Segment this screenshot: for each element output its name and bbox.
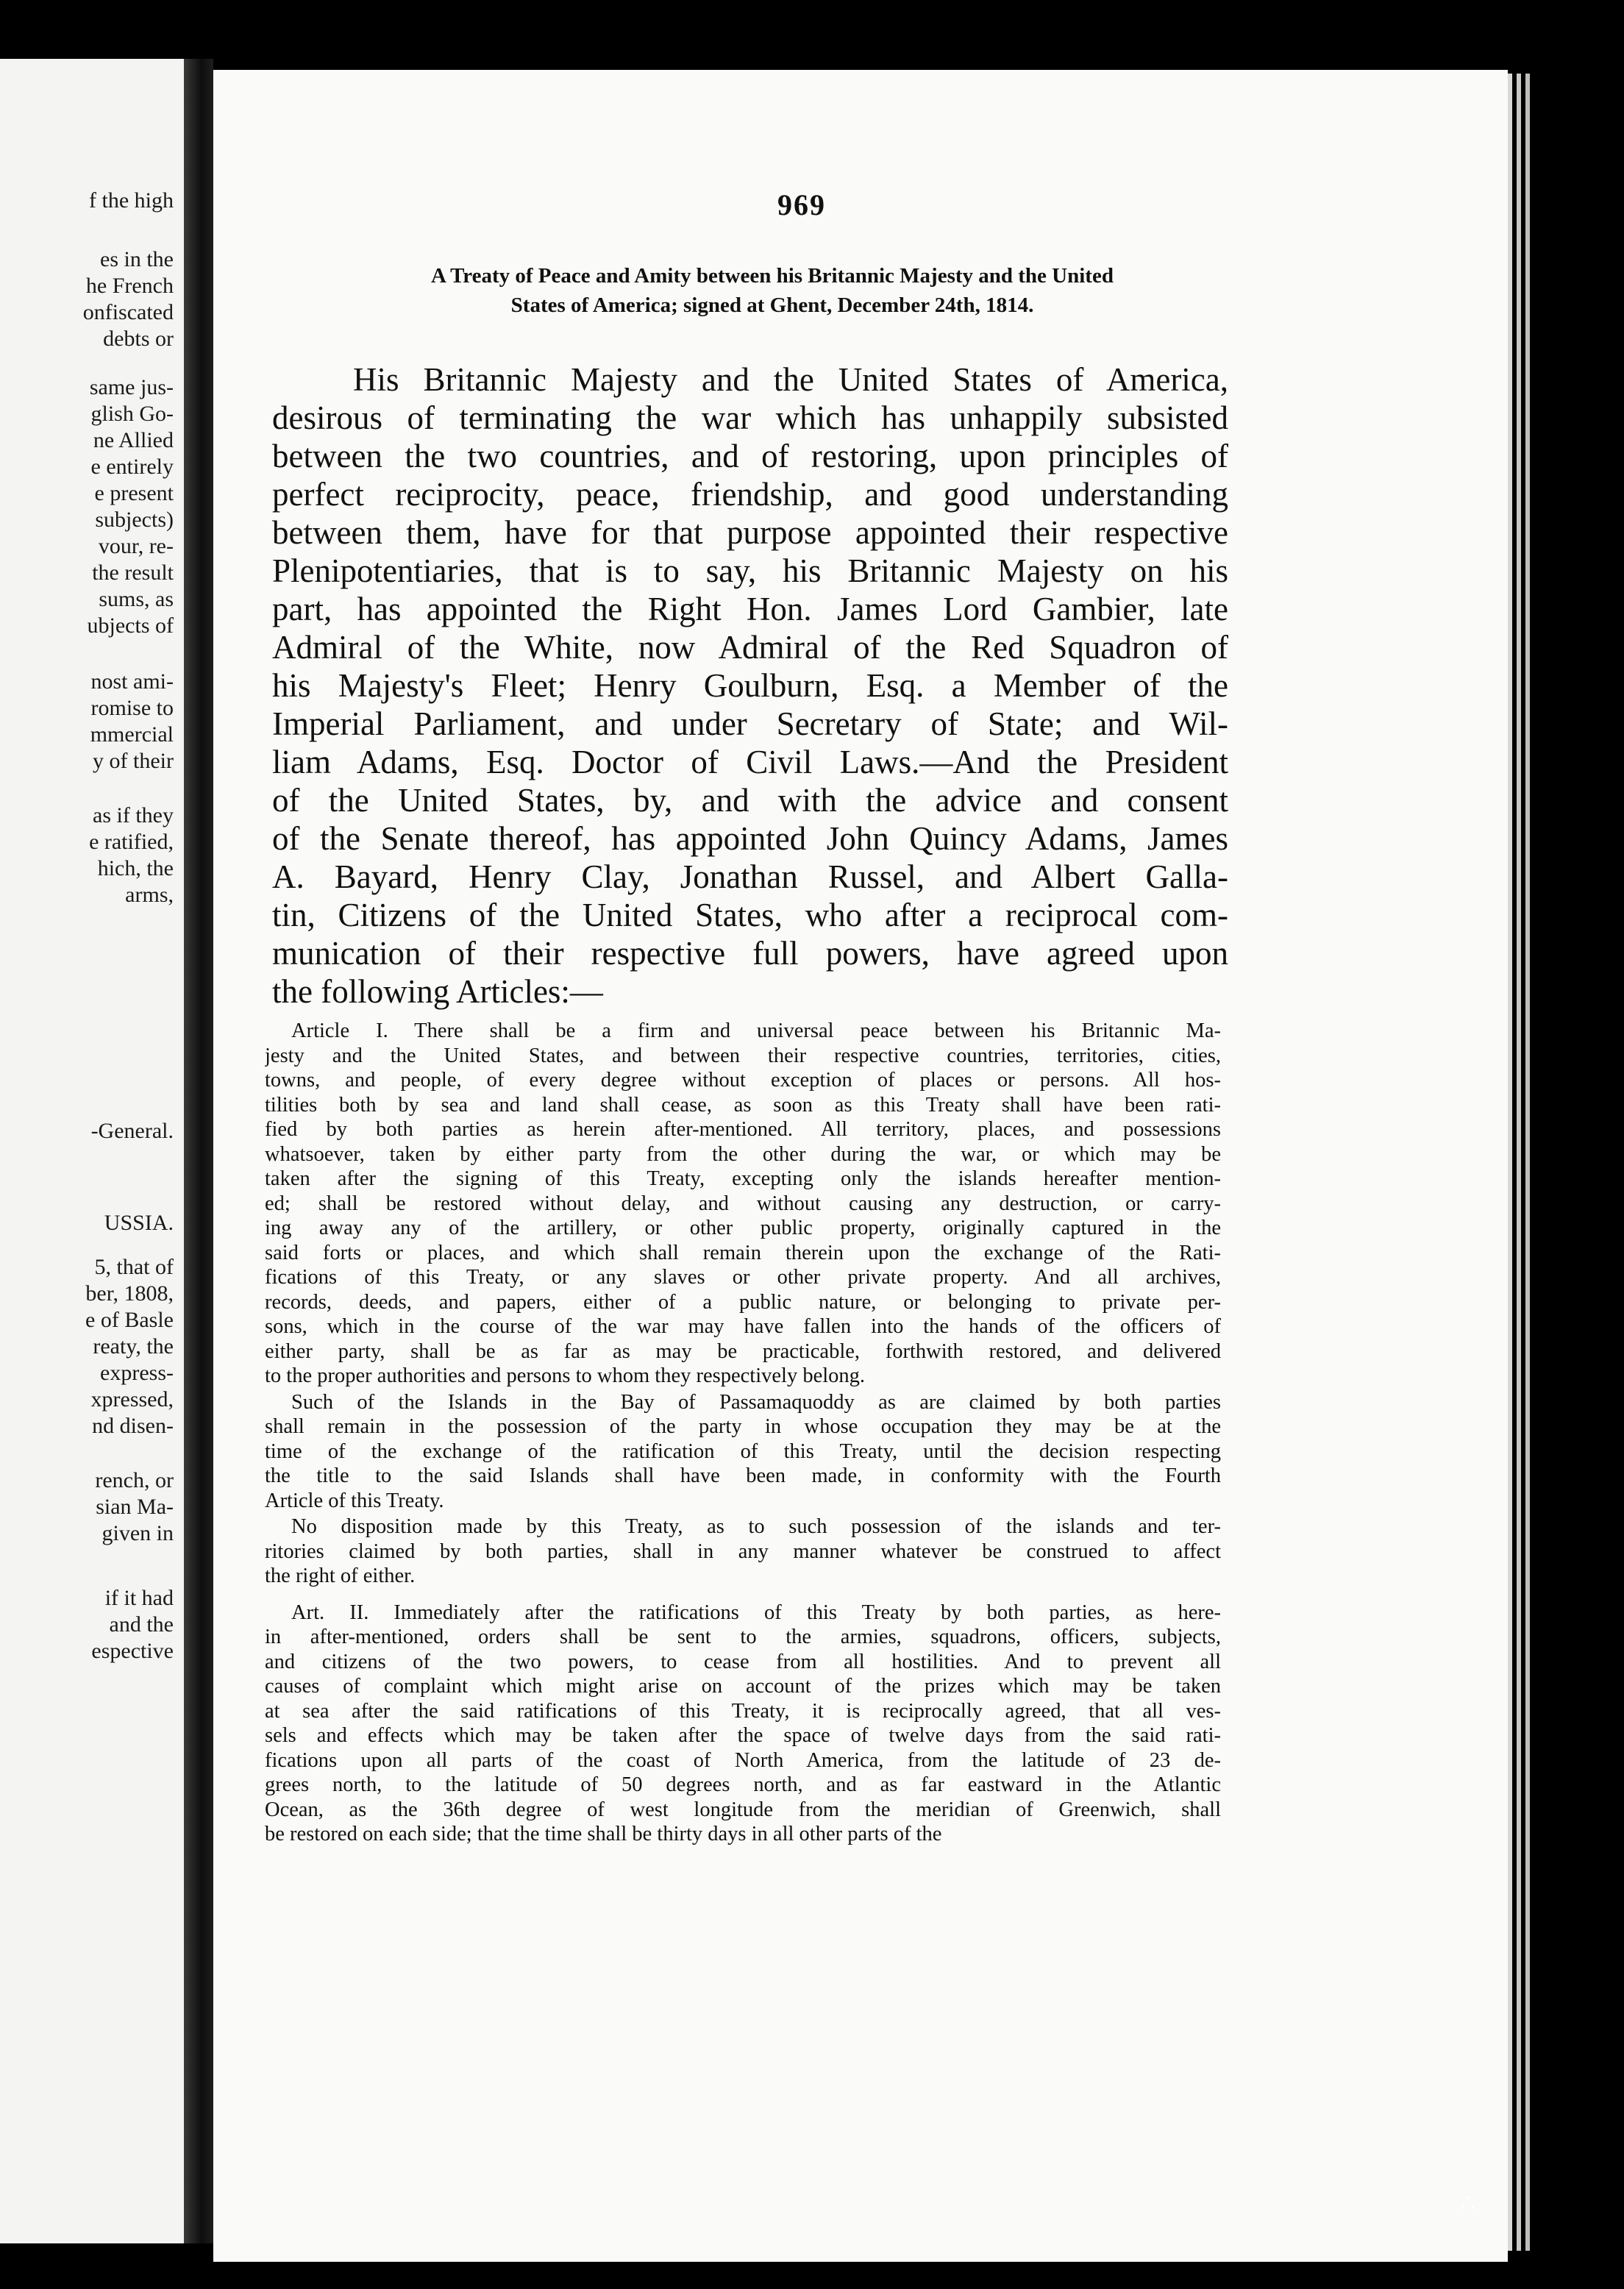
text-line: ing away any of the artillery, or other public property, originally captured in the xyxy=(265,1217,1221,1239)
text-line: at sea after the said ratifications of this Treaty, it is reciprocally agreed, that all ves- xyxy=(265,1699,1221,1723)
text-line: taken after the signing of this Treaty, excepting only the islands hereafter mention- xyxy=(265,1167,1221,1190)
page-edge xyxy=(1517,74,1521,2251)
text-line: said forts or places, and which shall remain therein upon the exchange of the Rati- xyxy=(265,1241,1221,1264)
treaty-articles xyxy=(265,1019,1221,1848)
article-1-paragraph xyxy=(265,1019,1221,1389)
text-line: causes of complaint which might arise on account of the prizes which may be taken xyxy=(265,1675,1221,1698)
text-line: grees north, to the latitude of 50 degrees north, and as far eastward in the Atlantic xyxy=(265,1773,1221,1796)
left-page-fragment: nd disen- xyxy=(92,1414,174,1438)
preamble-line: between the two countries, and of restoring, upon principles of xyxy=(272,438,1228,474)
left-page-fragment: es in the xyxy=(100,247,174,271)
left-page-fragment: sums, as xyxy=(99,587,174,611)
left-page-fragment: USSIA. xyxy=(104,1211,174,1235)
text-line: shall remain in the possession of the party in whose occupation they may be at the xyxy=(265,1415,1221,1438)
text-line: time of the exchange of the ratification of this Treaty, until the decision respecting xyxy=(265,1439,1221,1463)
text-line: Article I. There shall be a firm and universal peace between his Britannic Ma- xyxy=(291,1019,1221,1042)
text-line: to the proper authorities and persons to whom they respectively belong. xyxy=(265,1364,866,1387)
treaty-heading xyxy=(287,261,1258,320)
left-page-fragment: nost ami- xyxy=(90,669,174,694)
text-line: sons, which in the course of the war may have fallen into the hands of the officers of xyxy=(265,1315,1221,1338)
left-page-fragment: 5, that of xyxy=(94,1255,174,1279)
left-page-fragment: vour, re- xyxy=(98,534,174,558)
preamble-line: His Britannic Majesty and the United States of America, xyxy=(353,361,1228,398)
left-page-fragment: same jus- xyxy=(89,375,174,399)
left-page-fragment: arms, xyxy=(125,883,174,907)
left-page-fragment: the result xyxy=(92,560,174,585)
left-page-fragment: e entirely xyxy=(90,455,174,479)
left-page-fragment: e of Basle xyxy=(85,1308,174,1332)
preamble-line: Admiral of the White, now Admiral of the Red Squadron of xyxy=(272,629,1228,666)
article-2-paragraph xyxy=(265,1601,1221,1847)
text-line: the title to the said Islands shall have been made, in conformity with the Fourth xyxy=(265,1464,1221,1487)
corner-mark: ∴ xyxy=(1460,2190,1476,2217)
left-page-fragment: onfiscated xyxy=(82,300,174,324)
text-line: jesty and the United States, and between their respective countries, territories, cities, xyxy=(265,1044,1221,1067)
left-page-fragment: hich, the xyxy=(97,856,174,880)
left-page-fragment: and the xyxy=(109,1612,174,1637)
text-line: towns, and people, of every degree without exception of places or persons. All hos- xyxy=(265,1069,1221,1092)
preamble-line: Plenipotentiaries, that is to say, his Britannic Majesty on his xyxy=(272,552,1228,589)
left-page-fragment: express- xyxy=(100,1361,174,1385)
left-page-fragment: espective xyxy=(91,1639,174,1663)
heading-line: States of America; signed at Ghent, December 24th, 1814. xyxy=(510,293,1034,317)
preamble-line: his Majesty's Fleet; Henry Goulburn, Esq. a Member of the xyxy=(272,667,1228,704)
left-page-fragment: sian Ma- xyxy=(96,1495,174,1519)
left-page-fragment: he French xyxy=(85,274,174,298)
preamble-line: of the United States, by, and with the advice and consent xyxy=(272,782,1228,819)
text-line: fications of this Treaty, or any slaves or other private property. And all archives, xyxy=(265,1266,1221,1289)
islands-paragraph xyxy=(265,1390,1221,1514)
left-page-fragment: -General. xyxy=(90,1119,174,1143)
left-page-fragment: mmercial xyxy=(90,722,174,747)
preamble-line: between them, have for that purpose appointed their respective xyxy=(272,514,1228,551)
preamble-line: munication of their respective full powers, have agreed upon xyxy=(272,935,1228,972)
left-page-fragment: xpressed, xyxy=(90,1387,174,1412)
left-page-fragment: glish Go- xyxy=(90,402,174,426)
text-line: Article of this Treaty. xyxy=(265,1489,444,1512)
preamble-paragraph xyxy=(272,360,1228,1011)
text-line: tilities both by sea and land shall cease, as soon as this Treaty shall have been rati- xyxy=(265,1093,1221,1117)
text-line: ritories claimed by both parties, shall in any manner whatever be construed to affect xyxy=(265,1539,1221,1563)
left-page-fragment: reaty, the xyxy=(93,1334,174,1359)
left-page-fragment: given in xyxy=(102,1521,174,1545)
left-page-fragment: as if they xyxy=(93,803,174,827)
preamble-line: Imperial Parliament, and under Secretary of State; and Wil- xyxy=(272,705,1228,742)
text-line: the right of either. xyxy=(265,1564,416,1587)
page-edge xyxy=(1525,74,1530,2251)
text-line: No disposition made by this Treaty, as to such possession of the islands and ter- xyxy=(291,1515,1221,1538)
text-line: whatsoever, taken by either party from the other during the war, or which may be xyxy=(265,1142,1221,1166)
text-line: fications upon all parts of the coast of North America, from the latitude of 23 de- xyxy=(265,1748,1221,1772)
left-page-fragment: if it had xyxy=(104,1586,174,1610)
text-line: be restored on each side; that the time shall be thirty days in all other parts of the xyxy=(265,1823,942,1845)
left-page-fragment: y of their xyxy=(93,749,174,773)
text-line: in after-mentioned, orders shall be sent to the armies, squadrons, officers, subjects, xyxy=(265,1626,1221,1648)
text-line: sels and effects which may be taken after the space of twelve days from the said rati- xyxy=(265,1724,1221,1747)
text-line: either party, shall be as far as may be practicable, forthwith restored, and delivered xyxy=(265,1339,1221,1363)
preamble-line: desirous of terminating the war which has unhappily subsisted xyxy=(272,399,1228,436)
preamble-line: part, has appointed the Right Hon. James Lord Gambier, late xyxy=(272,591,1228,627)
left-page-fragment: debts or xyxy=(103,327,174,351)
text-line: Art. II. Immediately after the ratifications of this Treaty by both parties, as here- xyxy=(291,1601,1221,1624)
left-page-fragment: romise to xyxy=(90,696,174,720)
left-page-fragment: subjects) xyxy=(95,508,174,532)
heading-line: A Treaty of Peace and Amity between his Britannic Majesty and the United xyxy=(431,264,1114,288)
left-facing-page xyxy=(0,59,184,2243)
text-line: fied by both parties as herein after-mentioned. All territory, places, and possessions xyxy=(265,1118,1221,1141)
preamble-line: of the Senate thereof, has appointed John Quincy Adams, James xyxy=(272,820,1228,857)
left-page-fragment: ubjects of xyxy=(87,613,174,638)
page-edge xyxy=(1508,74,1512,2251)
left-page-fragment: ne Allied xyxy=(93,428,174,452)
left-page-fragment: f the high xyxy=(89,188,174,213)
preamble-line: A. Bayard, Henry Clay, Jonathan Russel, and Albert Galla- xyxy=(272,858,1228,895)
text-line: Such of the Islands in the Bay of Passamaquoddy as are claimed by both parties xyxy=(291,1390,1221,1414)
text-line: Ocean, as the 36th degree of west longitude from the meridian of Greenwich, shall xyxy=(265,1798,1221,1821)
left-page-fragment: rench, or xyxy=(95,1468,174,1492)
text-line: and citizens of the two powers, to cease from all hostilities. And to prevent all xyxy=(265,1650,1221,1673)
disposition-paragraph xyxy=(265,1514,1221,1589)
preamble-line: liam Adams, Esq. Doctor of Civil Laws.—And the President xyxy=(272,744,1228,780)
left-page-fragment: e ratified, xyxy=(89,830,174,854)
preamble-line: tin, Citizens of the United States, who after a reciprocal com- xyxy=(272,897,1228,933)
book-gutter xyxy=(184,59,213,2243)
preamble-line: the following Articles:— xyxy=(272,973,603,1010)
text-line: records, deeds, and papers, either of a public nature, or belonging to private per- xyxy=(265,1290,1221,1314)
left-page-fragment: e present xyxy=(94,481,174,505)
text-line: ed; shall be restored without delay, and without causing any destruction, or carry- xyxy=(265,1192,1221,1215)
left-page-fragment: ber, 1808, xyxy=(85,1281,174,1306)
preamble-line: perfect reciprocity, peace, friendship, and good understanding xyxy=(272,476,1228,513)
page-number: 969 xyxy=(777,188,826,221)
